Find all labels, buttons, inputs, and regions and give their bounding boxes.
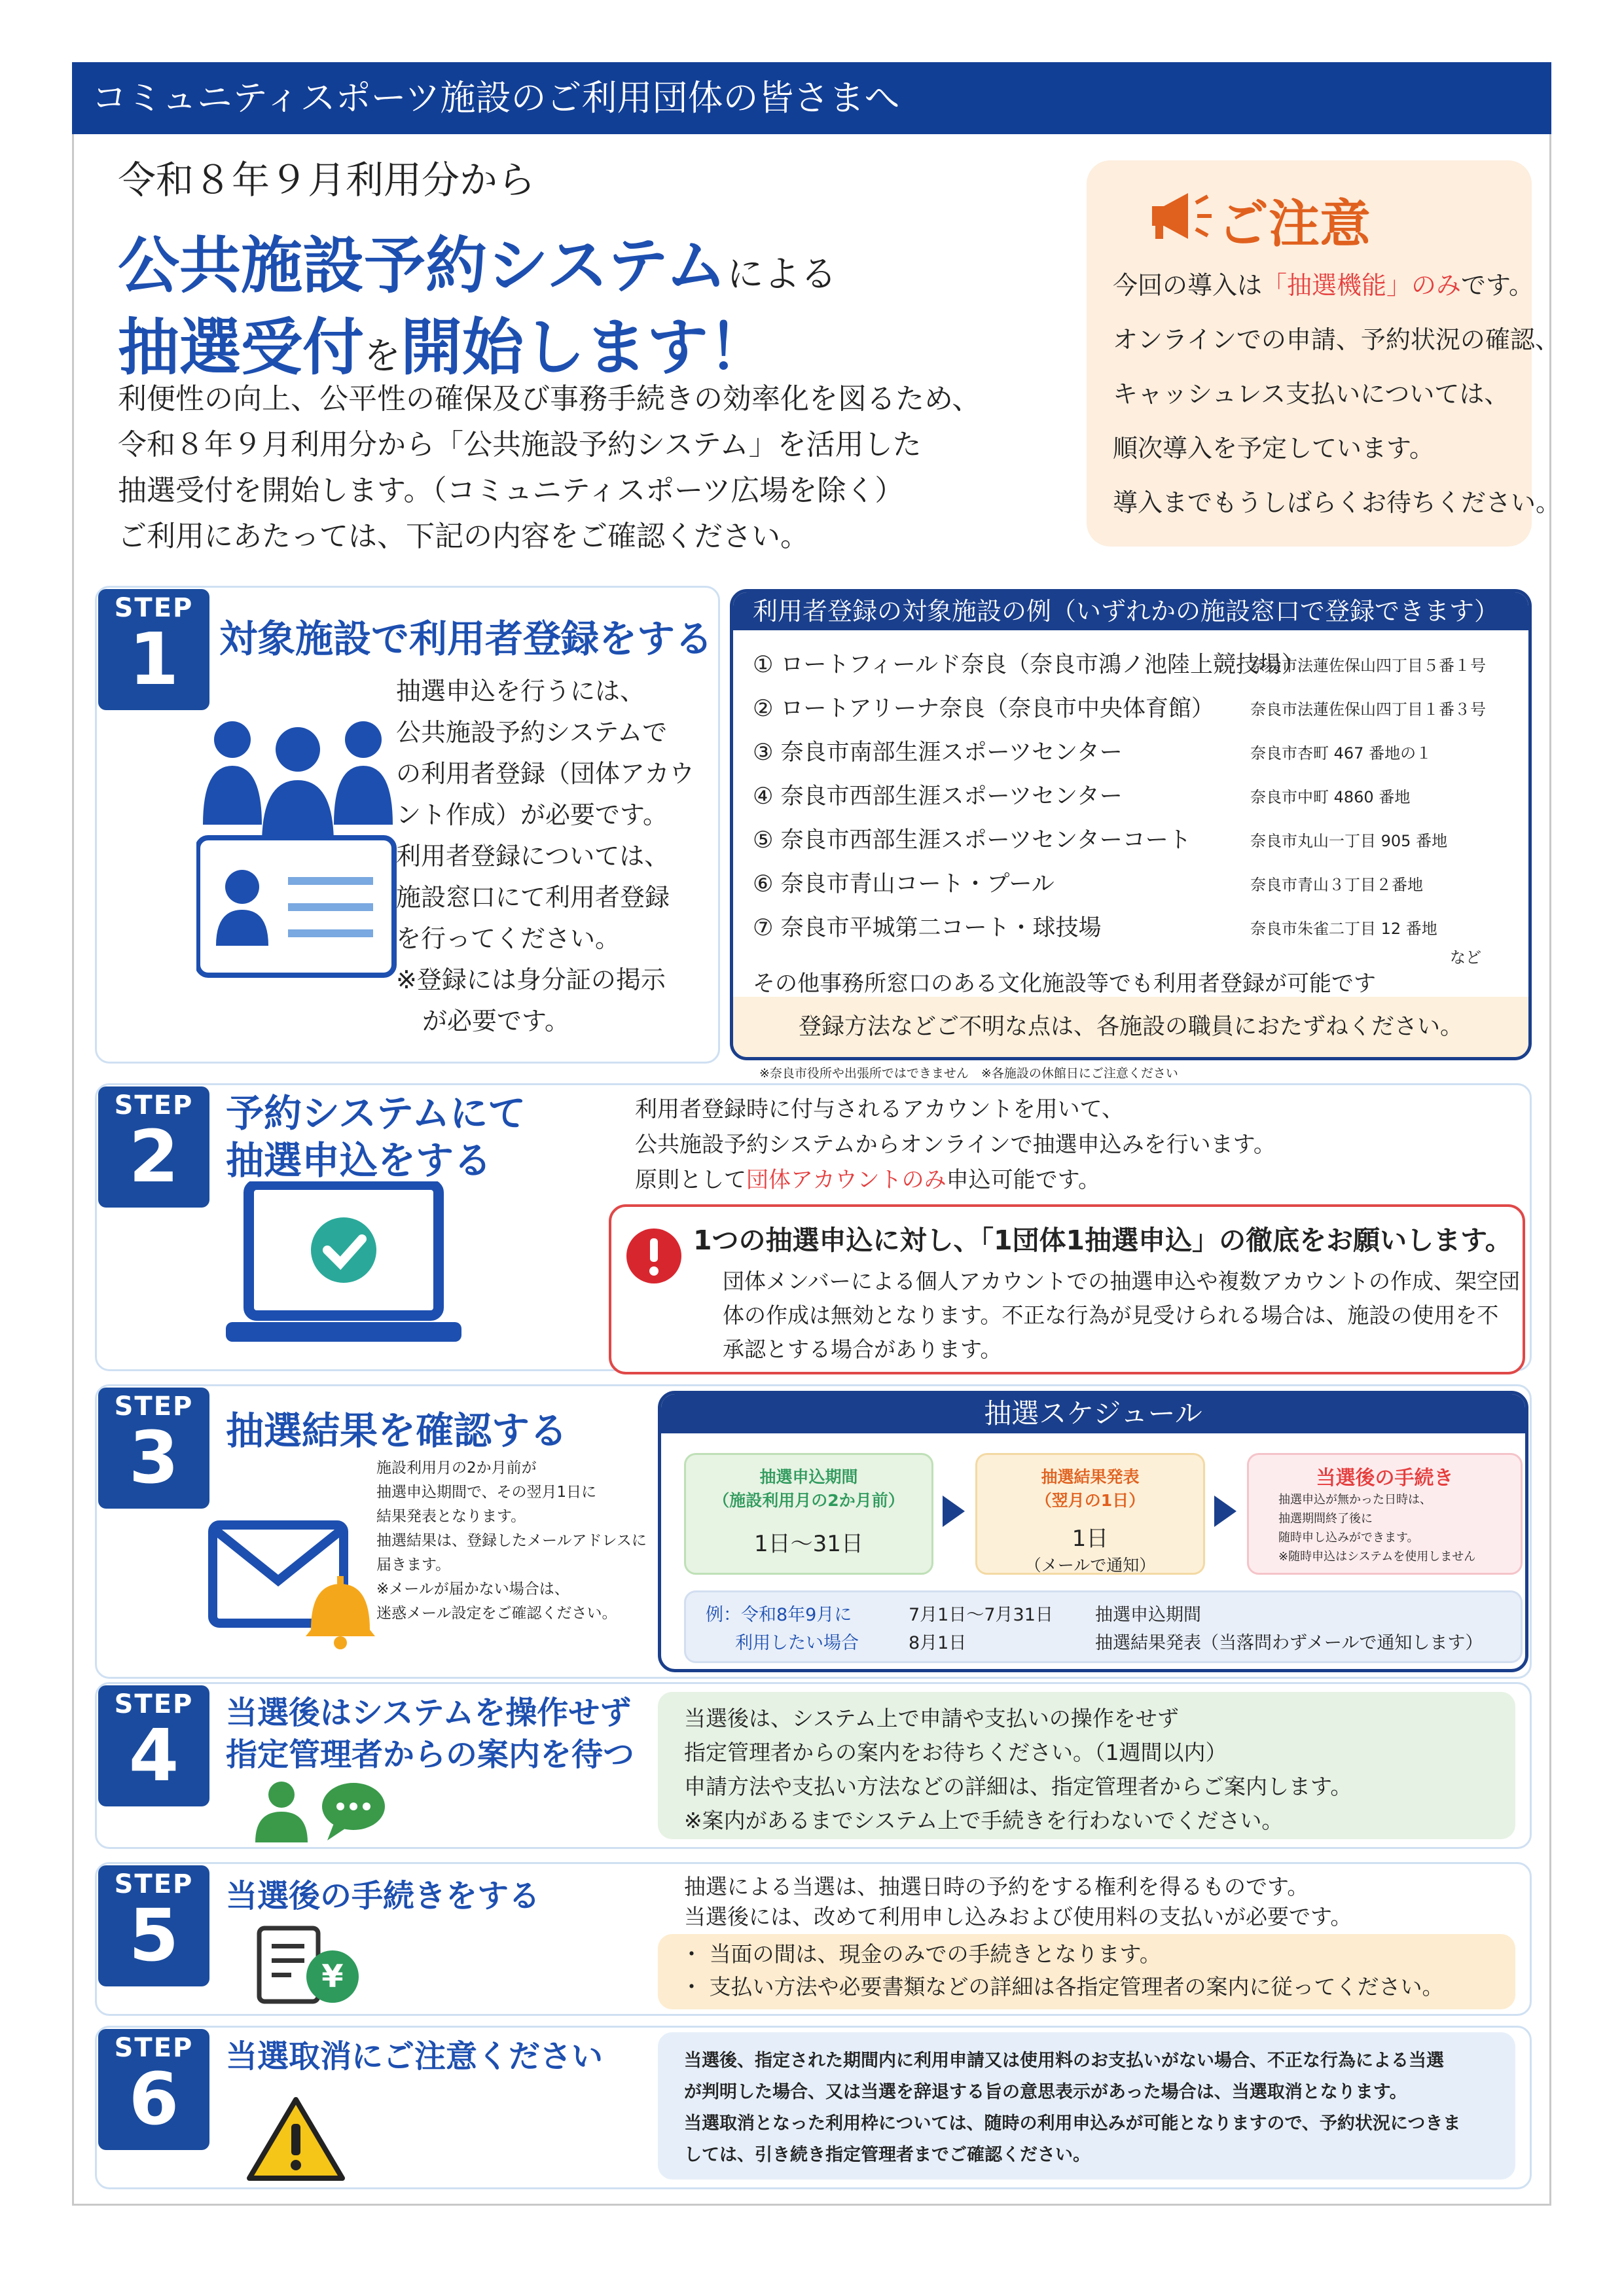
step5-bullet: ・ 当面の間は、現金のみでの手続きとなります。 — [681, 1941, 1161, 1967]
step-number: 4 — [128, 1713, 179, 1797]
schedule-after-line: ※随時申込はシステムを使用しません — [1278, 1550, 1476, 1564]
caution-line: 導入までもうしばらくお待ちください。 — [1113, 488, 1561, 517]
caution-l1a: 今回の導入は — [1113, 271, 1263, 300]
step1-line: 施設窓口にて利用者登録 — [396, 883, 670, 912]
step1-line: 抽選申込を行うには、 — [396, 677, 645, 706]
facility-name: ③ 奈良市南部生涯スポーツセンター — [753, 740, 1123, 766]
schedule-after-box — [1247, 1453, 1523, 1575]
step5-title: 当選後の手続きをする — [226, 1878, 541, 1914]
facility-footer: 登録方法などご不明な点は、各施設の職員におたずねください。 — [733, 997, 1528, 1057]
step1-note: ※登録には身分証の掲示 — [396, 965, 666, 994]
warning-box — [609, 1204, 1525, 1374]
warning-title: 1つの抽選申込に対し、「1団体1抽選申込」の徹底をお願いします。 — [693, 1225, 1512, 1256]
schedule-result-value: 1日 — [1072, 1526, 1109, 1552]
facility-etc: など — [1450, 948, 1481, 967]
caution-body — [1113, 259, 1561, 530]
intro-body-line: 抽選受付を開始します。（コミュニティスポーツ広場を除く） — [118, 474, 904, 507]
facility-address: 奈良市杏町 467 番地の１ — [1250, 744, 1432, 762]
schedule-after-title: 当選後の手続き — [1316, 1467, 1454, 1490]
intro-body-line: ご利用にあたっては、下記の内容をご確認ください。 — [118, 520, 809, 553]
step2-line: 公共施設予約システムからオンラインで抽選申込みを行います。 — [635, 1132, 1276, 1158]
step1-line: の利用者登録（団体アカウ — [396, 759, 695, 788]
caution-line: キャッシュレス支払いについては、 — [1113, 380, 1509, 408]
step3-line: 結果発表となります。 — [376, 1508, 526, 1525]
step4-line: 指定管理者からの案内をお待ちください。（1週間以内） — [684, 1740, 1227, 1765]
intro-body-line: 令和８年９月利用分から「公共施設予約システム」を活用した — [118, 428, 922, 461]
step6-line: 当選取消となった利用枠については、随時の利用申込みが可能となりますので、予約状況につきま — [684, 2113, 1461, 2134]
step6-line: が判明した場合、又は当選を辞退する旨の意思表示があった場合は、当選取消となります。 — [684, 2082, 1407, 2102]
warning-line: 承認とする場合があります。 — [723, 1336, 1002, 1362]
arrow-right-icon — [1214, 1496, 1236, 1527]
schedule-apply-title: 抽選申込期間 — [759, 1467, 858, 1486]
step2-title-line2: 抽選申込をする — [226, 1138, 492, 1183]
arrow-right-icon — [943, 1496, 965, 1527]
intro-headline2 — [118, 298, 770, 386]
caution-l1b: 「抽選機能」のみ — [1262, 271, 1462, 300]
step1-line: 利用者登録については、 — [396, 842, 670, 870]
step2-l3c: 申込可能です。 — [946, 1167, 1100, 1193]
headline-yoru: による — [727, 253, 837, 296]
schedule-apply-box — [684, 1453, 933, 1575]
schedule-result-note: （メールで通知） — [1024, 1556, 1156, 1575]
step4-line: 申請方法や支払い方法などの詳細は、指定管理者からご案内します。 — [684, 1774, 1352, 1799]
step4-info — [658, 1692, 1515, 1839]
step4-title-line1: 当選後はシステムを操作せず — [226, 1695, 632, 1731]
step4-badge — [98, 1685, 209, 1806]
step2-title — [226, 1090, 526, 1184]
step6-title: 当選取消にご注意ください — [226, 2038, 604, 2075]
facility-name: ⑥ 奈良市青山コート・プール — [753, 871, 1055, 897]
facility-address: 奈良市法蓮佐保山四丁目１番３号 — [1250, 700, 1486, 719]
facility-address: 奈良市朱雀二丁目 12 番地 — [1250, 920, 1437, 938]
person-chat-icon — [252, 1780, 393, 1842]
step-label: STEP — [114, 1869, 194, 1899]
step3-line: 届きます。 — [376, 1556, 451, 1573]
intro-headline — [118, 216, 837, 304]
step5-bullet: ・ 支払い方法や必要書類などの詳細は各指定管理者の案内に従ってください。 — [681, 1974, 1444, 2000]
facility-address: 奈良市青山３丁目２番地 — [1250, 876, 1423, 894]
step6-badge — [98, 2029, 209, 2150]
step-label: STEP — [114, 2033, 194, 2063]
example-event2: 抽選結果発表（当落問わずメールで通知します） — [1095, 1633, 1483, 1653]
step1-line: ント作成）が必要です。 — [396, 800, 668, 829]
step5-line: 抽選による当選は、抽選日時の予約をする権利を得るものです。 — [684, 1874, 1309, 1899]
headline-wo: を — [364, 335, 401, 378]
step1-title: 対象施設で利用者登録をする — [219, 617, 713, 661]
step-number: 3 — [128, 1416, 179, 1499]
schedule-apply-sub: （施設利用月の2か月前） — [713, 1491, 905, 1510]
schedule-example — [684, 1590, 1523, 1663]
step-label: STEP — [114, 1391, 194, 1422]
facility-name: ⑦ 奈良市平城第二コート・球技場 — [753, 915, 1102, 941]
step3-badge — [98, 1388, 209, 1509]
step4-line: 当選後は、システム上で申請や支払いの操作をせず — [684, 1706, 1179, 1731]
step6-line: しては、引き続き指定管理者までご確認ください。 — [684, 2145, 1091, 2165]
step1-line: を行ってください。 — [396, 924, 621, 953]
step4-title — [226, 1692, 634, 1776]
step5-bullets — [658, 1934, 1515, 2009]
warning-triangle-icon — [245, 2094, 347, 2183]
step2-body — [635, 1092, 1276, 1198]
step3-title: 抽選結果を確認する — [226, 1408, 568, 1453]
step1-badge — [98, 589, 209, 710]
step2-line — [635, 1162, 1276, 1198]
step4-title-line2: 指定管理者からの案内を待つ — [226, 1736, 635, 1773]
schedule-after-line: 抽選期間終了後に — [1278, 1512, 1373, 1526]
facility-address: 奈良市丸山一丁目 905 番地 — [1250, 832, 1448, 850]
example-label2: 利用したい場合 — [735, 1633, 859, 1653]
step-label: STEP — [114, 1090, 194, 1121]
caution-title: ご注意 — [1218, 195, 1371, 254]
step3-line: 抽選申込期間で、その翌月1日に — [376, 1484, 597, 1501]
step5-badge — [98, 1865, 209, 1986]
headline-system: 公共施設予約システム — [118, 230, 727, 302]
facility-name: ① ロートフィールド奈良（奈良市鴻ノ池陸上競技場） — [753, 652, 1305, 678]
step2-l3a: 原則として — [635, 1167, 746, 1193]
facility-list-box — [730, 589, 1532, 1060]
headline-uketsuke: 抽選受付 — [118, 312, 365, 384]
example-event1: 抽選申込期間 — [1095, 1605, 1201, 1625]
laptop-check-icon — [226, 1181, 461, 1352]
header-banner: コミュニティスポーツ施設のご利用団体の皆さまへ — [72, 62, 1551, 134]
facility-name: ⑤ 奈良市西部生涯スポーツセンターコート — [753, 827, 1191, 853]
step3-body — [376, 1456, 647, 1626]
step-number: 1 — [128, 617, 179, 701]
step5-line: 当選後には、改めて利用申し込みおよび使用料の支払いが必要です。 — [684, 1904, 1352, 1929]
caution-line: 順次導入を予定しています。 — [1113, 434, 1434, 463]
schedule-after-line: 抽選申込が無かった日時は、 — [1278, 1493, 1432, 1507]
schedule-result-title: 抽選結果発表 — [1041, 1467, 1140, 1486]
schedule-result-box — [975, 1453, 1205, 1575]
schedule-after-line: 随時申し込みができます。 — [1278, 1531, 1419, 1545]
facility-list-header: 利用者登録の対象施設の例（いずれかの施設窓口で登録できます） — [733, 592, 1528, 630]
mail-bell-icon — [206, 1518, 376, 1649]
step3-line: 施設利用月の2か月前が — [376, 1460, 537, 1477]
example-date2: 8月1日 — [909, 1633, 967, 1653]
people-id-card-icon — [196, 720, 399, 982]
headline-kaishi: 開始します！ — [401, 312, 770, 384]
step-number: 5 — [128, 1893, 179, 1977]
schedule-header: 抽選スケジュール — [661, 1394, 1525, 1433]
schedule-box — [658, 1391, 1528, 1672]
step2-title-line1: 予約システムにて — [226, 1091, 526, 1136]
schedule-apply-value: 1日～31日 — [754, 1531, 863, 1557]
step6-info — [658, 2032, 1515, 2179]
svg-text:¥: ¥ — [321, 1958, 344, 1995]
step2-line: 利用者登録時に付与されるアカウントを用いて、 — [635, 1096, 1124, 1122]
step4-note: ※案内があるまでシステム上で手続きを行わないでください。 — [684, 1808, 1284, 1833]
caution-line-1 — [1113, 259, 1534, 313]
step-label: STEP — [114, 593, 194, 623]
caution-line: オンラインでの申請、予約状況の確認、 — [1113, 325, 1560, 354]
example-date1: 7月1日～7月31日 — [909, 1605, 1053, 1625]
warning-line: 団体メンバーによる個人アカウントでの抽選申込や複数アカウントの作成、架空団 — [723, 1268, 1521, 1294]
step6-line: 当選後、指定された期間内に利用申請又は使用料のお支払いがない場合、不正な行為による当選 — [684, 2051, 1444, 2071]
warning-line: 体の作成は無効となります。不正な行為が見受けられる場合は、施設の使用を不 — [723, 1302, 1499, 1328]
step2-badge — [98, 1086, 209, 1208]
facility-address: 奈良市中町 4860 番地 — [1250, 788, 1411, 806]
step-number: 6 — [128, 2057, 179, 2141]
facility-name: ② ロートアリーナ奈良（奈良市中央体育館） — [753, 696, 1215, 722]
step3-line: ※メールが届かない場合は、 — [376, 1581, 569, 1598]
step2-l3b: 団体アカウントのみ — [746, 1167, 947, 1193]
step1-body — [396, 671, 695, 1042]
facility-other: その他事務所窓口のある文化施設等でも利用者登録が可能です — [753, 971, 1376, 997]
step1-line: 公共施設予約システムで — [396, 718, 668, 747]
facility-address: 奈良市法蓮佐保山四丁目５番１号 — [1250, 656, 1486, 675]
exclamation-icon — [624, 1227, 683, 1285]
facility-name: ④ 奈良市西部生涯スポーツセンター — [753, 783, 1123, 810]
megaphone-icon — [1149, 190, 1214, 242]
example-label1: 例：令和8年9月に — [706, 1605, 852, 1625]
step1-note2: が必要です。 — [422, 1007, 569, 1035]
document-yen-icon — [255, 1924, 367, 2006]
step-number: 2 — [128, 1115, 179, 1198]
intro-body-line: 利便性の向上、公平性の確保及び事務手続きの効率化を図るため、 — [118, 382, 981, 416]
schedule-result-sub: （翌月の1日） — [1035, 1491, 1146, 1510]
step5-body — [684, 1872, 1352, 1932]
step3-line: 抽選結果は、登録したメールアドレスに — [376, 1532, 647, 1549]
caution-l1c: です。 — [1461, 271, 1534, 300]
facility-footnote: ※奈良市役所や出張所ではできません ※各施設の休館日にご注意ください — [759, 1066, 1178, 1081]
intro-line1: 令和８年９月利用分から — [118, 158, 536, 202]
intro-body — [118, 376, 1047, 560]
step3-line: 迷惑メール設定をご確認ください。 — [376, 1605, 617, 1622]
step-label: STEP — [114, 1689, 194, 1719]
